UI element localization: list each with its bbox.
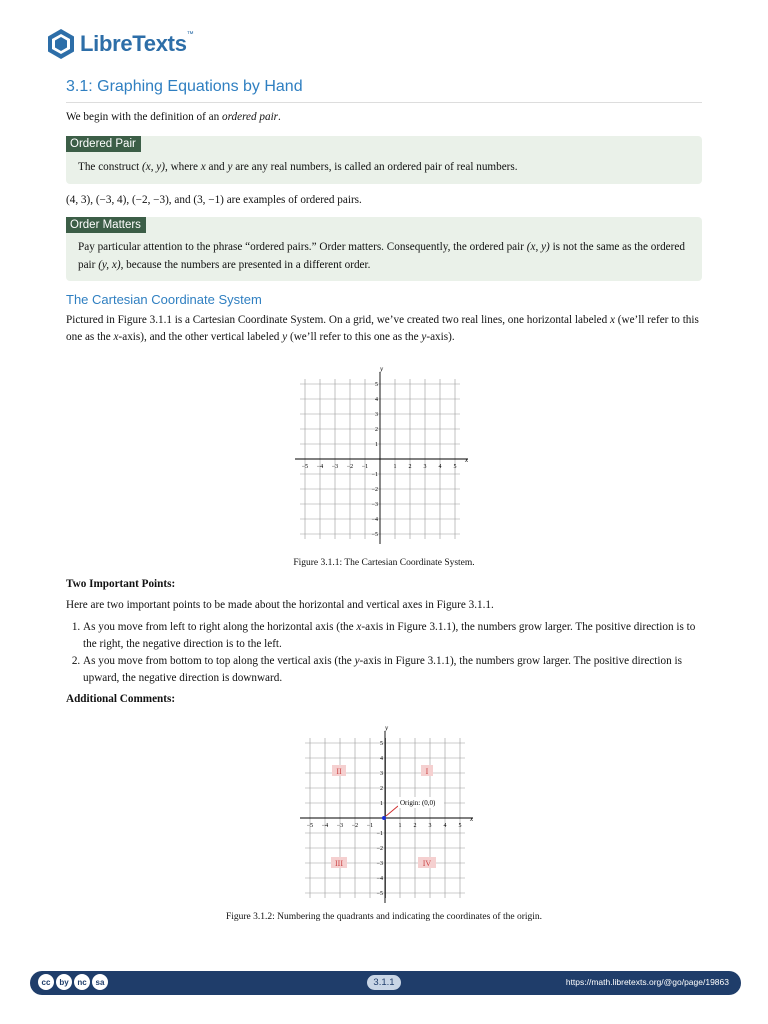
x-tick-label: −5 bbox=[306, 823, 314, 829]
order-matters-box bbox=[66, 217, 702, 281]
origin-label: Origin: (0,0) bbox=[400, 799, 436, 807]
x-tick-label: 4 bbox=[438, 464, 442, 470]
y-tick-label: 4 bbox=[380, 756, 383, 762]
x-tick-label: 4 bbox=[443, 823, 447, 829]
by-icon: by bbox=[56, 974, 72, 990]
nc-icon: nc bbox=[74, 974, 90, 990]
y-tick-label: −1 bbox=[371, 472, 378, 478]
quadrant-label-i: I bbox=[425, 767, 429, 776]
origin-point bbox=[382, 816, 386, 820]
x-tick-label: −4 bbox=[316, 464, 324, 470]
x-tick-label: −4 bbox=[321, 823, 329, 829]
list-item: 2. As you move from bottom to top along the vertical axis (the y-axis in Figure 3.1.1), the numbers grow larger. The positive direction is upward, the negative direction is downward. bbox=[83, 653, 702, 687]
license-badge[interactable] bbox=[38, 974, 108, 990]
libretexts-logo-icon bbox=[46, 28, 76, 60]
figure-link[interactable]: 3.1.1 bbox=[149, 314, 172, 326]
lower-content bbox=[66, 578, 702, 705]
y-tick-label: −3 bbox=[371, 502, 378, 508]
y-tick-label: 1 bbox=[380, 801, 383, 807]
cartesian-grid-figure bbox=[285, 363, 475, 553]
sa-icon: sa bbox=[92, 974, 108, 990]
cartesian-paragraph: Pictured in Figure 3.1.1 is a Cartesian Coordinate System. On a grid, we’ve created two real lines, one horizontal labeled x (we’ll refer to this one as the x-axis), and the other vertical labeled y (we’ll refer to this one as the y-axis). bbox=[66, 314, 699, 343]
origin-arrow bbox=[386, 806, 398, 816]
x-tick-label: −3 bbox=[336, 823, 344, 829]
two-points-heading: Two Important Points: bbox=[66, 578, 176, 590]
y-tick-label: 4 bbox=[375, 397, 378, 403]
ordered-pair-box-body: The construct (x, y), where x and y are any real numbers, is called an ordered pair of real numbers. bbox=[78, 161, 518, 173]
additional-heading: Additional Comments: bbox=[66, 693, 176, 705]
x-tick-label: 2 bbox=[413, 823, 417, 829]
libretexts-logo[interactable] bbox=[46, 27, 193, 61]
two-points-intro: Here are two important points to be made about the horizontal and vertical axes in Figure 3.1.1. bbox=[66, 599, 494, 611]
y-tick-label: −4 bbox=[376, 876, 383, 882]
x-tick-label: 5 bbox=[458, 823, 462, 829]
page-url[interactable]: https://math.libretexts.org/@go/page/19863 bbox=[565, 977, 729, 987]
y-tick-label: 2 bbox=[380, 786, 383, 792]
page-number: 3.1.1 bbox=[367, 975, 401, 990]
x-tick-label: 1 bbox=[398, 823, 402, 829]
order-matters-box-label: Order Matters bbox=[66, 217, 146, 233]
x-tick-label: −3 bbox=[331, 464, 339, 470]
fig2-x-axis-label: x bbox=[470, 815, 474, 823]
examples-paragraph: (4, 3), (−3, 4), (−2, −3), and (3, −1) are examples of ordered pairs. bbox=[66, 194, 362, 206]
order-matters-box-body: Pay particular attention to the phrase “ordered pairs.” Order matters. Consequently, the ordered pair (x, y) is not the same as the ordered pair (y, x), because the numbers are presented in a different order. bbox=[78, 241, 685, 271]
y-tick-label: −3 bbox=[376, 861, 383, 867]
fig1-y-axis-label: y bbox=[380, 365, 384, 373]
important-points-list bbox=[66, 619, 702, 687]
x-tick-label: 1 bbox=[393, 464, 397, 470]
ordered-pair-box bbox=[66, 136, 702, 184]
figure2-caption: Figure 3.1.2: Numbering the quadrants and indicating the coordinates of the origin. bbox=[225, 912, 543, 922]
y-tick-label: −2 bbox=[371, 487, 378, 493]
y-tick-label: −5 bbox=[371, 532, 378, 538]
page-footer bbox=[30, 971, 741, 995]
x-tick-label: −1 bbox=[366, 823, 374, 829]
x-tick-label: 3 bbox=[423, 464, 427, 470]
y-tick-label: 5 bbox=[380, 741, 383, 747]
figure1-caption: Figure 3.1.1: The Cartesian Coordinate System. bbox=[293, 558, 475, 568]
x-tick-label: −1 bbox=[361, 464, 369, 470]
y-tick-label: 5 bbox=[375, 382, 378, 388]
section-heading: The Cartesian Coordinate System bbox=[66, 292, 262, 307]
cc-icon: cc bbox=[38, 974, 54, 990]
logo-text: LibreTexts™ bbox=[80, 31, 194, 56]
y-tick-label: −5 bbox=[376, 891, 383, 897]
y-tick-label: 1 bbox=[375, 442, 378, 448]
x-tick-label: −2 bbox=[351, 823, 359, 829]
x-tick-label: 5 bbox=[453, 464, 457, 470]
page-title: 3.1: Graphing Equations by Hand bbox=[66, 78, 702, 103]
y-tick-label: 3 bbox=[375, 412, 378, 418]
x-tick-label: −2 bbox=[346, 464, 354, 470]
y-tick-label: −1 bbox=[376, 831, 383, 837]
y-tick-label: 2 bbox=[375, 427, 378, 433]
x-tick-label: 2 bbox=[408, 464, 412, 470]
ordered-pair-box-label: Ordered Pair bbox=[66, 136, 141, 152]
intro-paragraph: We begin with the definition of an ordered pair. bbox=[66, 111, 281, 123]
page-content bbox=[66, 78, 702, 346]
fig1-x-axis-label: x bbox=[465, 456, 469, 464]
x-tick-label: 3 bbox=[428, 823, 432, 829]
quadrant-figure bbox=[290, 722, 480, 912]
y-tick-label: −2 bbox=[376, 846, 383, 852]
quadrant-label-iv: IV bbox=[422, 859, 432, 868]
quadrant-label-iii: III bbox=[335, 859, 343, 868]
list-item: 1. As you move from left to right along the horizontal axis (the x-axis in Figure 3.1.1), the numbers grow larger. The positive direction is to the right, the negative direction is to the left. bbox=[83, 619, 702, 653]
x-tick-label: −5 bbox=[301, 464, 309, 470]
quadrant-label-ii: II bbox=[336, 767, 342, 776]
y-tick-label: −4 bbox=[371, 517, 378, 523]
y-tick-label: 3 bbox=[380, 771, 383, 777]
fig2-y-axis-label: y bbox=[385, 724, 389, 732]
